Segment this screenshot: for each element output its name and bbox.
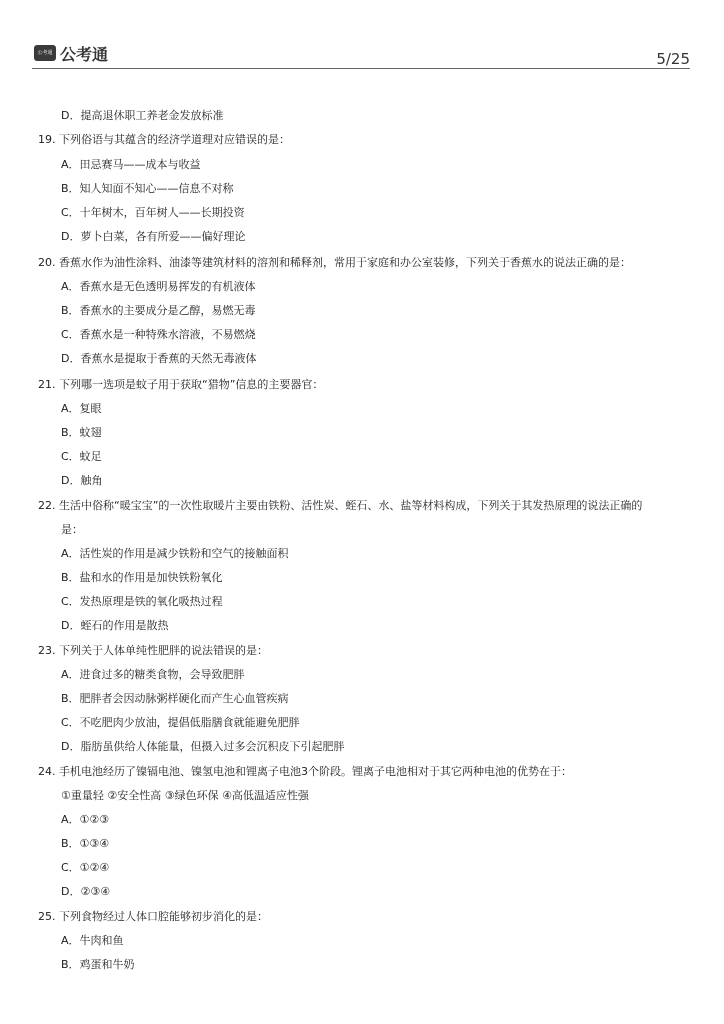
question-line: 25. 下列食物经过人体口腔能够初步消化的是： (38, 910, 268, 923)
question-line: 19. 下列俗语与其蕴含的经济学道理对应错误的是： (38, 133, 290, 146)
option-line: D．蛭石的作用是散热 (61, 619, 169, 632)
question-line: 20. 香蕉水作为油性涂料、油漆等建筑材料的溶剂和稀释剂，常用于家庭和办公室装修，下列关于香蕉水的说法正确的是： (38, 256, 631, 269)
page-number: 5/25 (656, 50, 690, 68)
option-line: A．①②③ (61, 813, 110, 826)
option-line: B．蚊翅 (61, 426, 102, 439)
logo-icon: 公考通 (34, 45, 56, 61)
option-line: C．十年树木，百年树人——长期投资 (61, 206, 245, 219)
option-line: B．盐和水的作用是加快铁粉氧化 (61, 571, 223, 584)
option-line: B．鸡蛋和牛奶 (61, 958, 135, 971)
option-line: D．萝卜白菜，各有所爱——偏好理论 (61, 230, 246, 243)
option-line: A．复眼 (61, 402, 102, 415)
statement-list: ①重量轻 ②安全性高 ③绿色环保 ④高低温适应性强 (61, 789, 309, 802)
option-line: A．香蕉水是无色透明易挥发的有机液体 (61, 280, 256, 293)
question-line: 23. 下列关于人体单纯性肥胖的说法错误的是： (38, 644, 268, 657)
option-line: A．牛肉和鱼 (61, 934, 124, 947)
page-header (32, 42, 690, 70)
header-divider (32, 68, 690, 69)
option-line: B．①③④ (61, 837, 110, 850)
option-line: C．香蕉水是一种特殊水溶液，不易燃烧 (61, 328, 256, 341)
question-continuation: 是： (61, 523, 83, 536)
option-line: B．肥胖者会因动脉粥样硬化而产生心血管疾病 (61, 692, 289, 705)
question-line: 22. 生活中俗称“暖宝宝”的一次性取暖片主要由铁粉、活性炭、蛭石、水、盐等材料构成，下列关于其发热原理的说法正确的 (38, 499, 643, 512)
option-line: A．进食过多的糖类食物，会导致肥胖 (61, 668, 245, 681)
option-line: D．脂肪虽供给人体能量，但摄入过多会沉积皮下引起肥胖 (61, 740, 345, 753)
option-line: D．触角 (61, 474, 103, 487)
option-line: C．不吃肥肉少放油，提倡低脂膳食就能避免肥胖 (61, 716, 300, 729)
option-line: D．②③④ (61, 885, 111, 898)
option-line: C．①②④ (61, 861, 110, 874)
brand-name: 公考通 (60, 45, 109, 64)
option-line: B．香蕉水的主要成分是乙醇，易燃无毒 (61, 304, 256, 317)
option-line: D．提高退休职工养老金发放标准 (61, 109, 224, 122)
option-line: A．田忌赛马——成本与收益 (61, 158, 201, 171)
question-line: 21. 下列哪一选项是蚊子用于获取“猎物”信息的主要器官： (38, 378, 324, 391)
question-line: 24. 手机电池经历了镍镉电池、镍氢电池和锂离子电池3个阶段。锂离子电池相对于其它两种电池的优势在于： (38, 765, 572, 778)
option-line: A．活性炭的作用是减少铁粉和空气的接触面积 (61, 547, 289, 560)
option-line: C．发热原理是铁的氧化吸热过程 (61, 595, 223, 608)
option-line: C．蚊足 (61, 450, 102, 463)
option-line: B．知人知面不知心——信息不对称 (61, 182, 234, 195)
option-line: D．香蕉水是提取于香蕉的天然无毒液体 (61, 352, 257, 365)
